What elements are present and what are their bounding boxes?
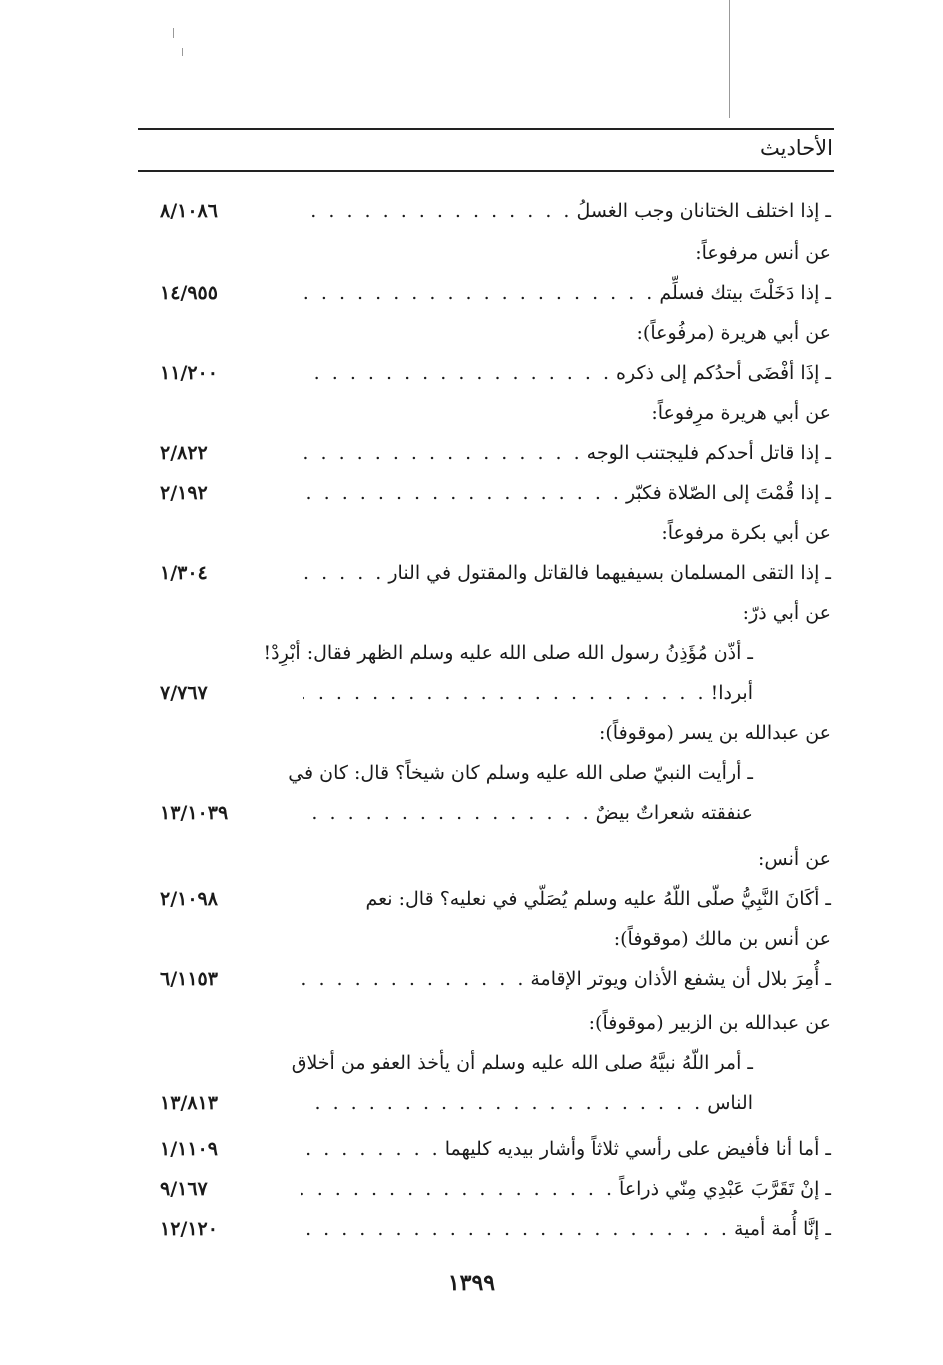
hadith-text: ـ إنَّا أُمة أمية bbox=[733, 1218, 831, 1240]
page-reference: ١/٣٠٤ bbox=[160, 562, 208, 584]
narrator-heading: عن عبدالله بن يسر (موقوفاً): bbox=[598, 722, 831, 744]
page-reference: ١/١١٠٩ bbox=[160, 1138, 218, 1160]
hadith-text: أبردا! bbox=[710, 682, 753, 704]
hadith-text: ـ إنْ تَقَرَّبَ عَبْدِي مِنّي ذراعاً bbox=[619, 1178, 831, 1200]
page-reference: ٧/٧٦٧ bbox=[160, 682, 208, 704]
hadith-text: ـ إذا دَخَلْتَ بيتك فسلِّم bbox=[659, 282, 831, 304]
hadith-entry bbox=[301, 362, 831, 384]
narrator-heading: عن أبي بكرة مرفوعاً: bbox=[661, 522, 831, 544]
narrator-heading: عن أبي هريرة مرِفوعاً: bbox=[651, 402, 831, 424]
margin-line bbox=[729, 0, 730, 118]
narrator-heading: عن أنس بن مالك (موقوفاً): bbox=[613, 928, 831, 950]
hadith-entry bbox=[301, 282, 831, 304]
leader-dots bbox=[303, 802, 592, 824]
page-reference: ١١/٢٠٠ bbox=[160, 362, 218, 384]
hadith-text: ـ أذّن مُؤَذِنُ رسول الله صلى الله عليه وسلم الظهر فقال: أبْرِدْ! bbox=[263, 642, 753, 664]
page-reference: ٢/٨٢٢ bbox=[160, 442, 208, 464]
hadith-entry bbox=[301, 482, 831, 504]
hadith-text: ـ أُمِرَ بلال أن يشفع الأذان ويوتر الإقامة bbox=[530, 968, 831, 990]
hadith-text: ـ أرأيت النبيّ صلى الله عليه وسلم كان شيخاً؟ قال: كان في bbox=[288, 762, 753, 784]
hadith-entry bbox=[301, 1138, 831, 1160]
page-number: ١٣٩٩ bbox=[447, 1270, 496, 1296]
hadith-entry bbox=[301, 1218, 831, 1240]
hadith-entry bbox=[301, 968, 831, 990]
page-reference: ١٣/٨١٣ bbox=[160, 1092, 218, 1114]
margin-mark bbox=[173, 28, 174, 38]
leader-dots bbox=[303, 682, 707, 704]
leader-dots bbox=[301, 968, 526, 990]
page-reference: ١٤/٩٥٥ bbox=[160, 282, 218, 304]
page-reference: ٩/١٦٧ bbox=[160, 1178, 208, 1200]
leader-dots bbox=[301, 282, 655, 304]
narrator-heading: عن أبي هريرة (مرفُوعاً): bbox=[636, 322, 831, 344]
page-reference: ٢/١٩٢ bbox=[160, 482, 208, 504]
running-header-title: الأحاديث bbox=[759, 136, 833, 160]
header-rule-bottom bbox=[138, 170, 834, 172]
hadith-text: ـ إذا اختلف الختانان وجب الغسلُ bbox=[576, 200, 831, 222]
hadith-entry bbox=[301, 888, 831, 910]
narrator-heading: عن عبدالله بن الزبير (موقوفاً): bbox=[588, 1012, 831, 1034]
leader-dots bbox=[301, 200, 572, 222]
hadith-entry bbox=[301, 1178, 831, 1200]
hadith-entry bbox=[301, 562, 831, 584]
hadith-text: ـ إذا قاتل أحدكم فليجتنب الوجه bbox=[586, 442, 831, 464]
hadith-text: ـ أكَانَ النَّبِيُّ صلّى اللّهُ عليه وسلم يُصَلّي في نعليه؟ قال: نعم bbox=[365, 888, 831, 910]
page-reference: ٨/١٠٨٦ bbox=[160, 200, 218, 222]
page-reference: ٢/١٠٩٨ bbox=[160, 888, 218, 910]
page-reference: ٦/١١٥٣ bbox=[160, 968, 218, 990]
header-rule-top bbox=[138, 128, 834, 130]
hadith-entry bbox=[303, 802, 753, 824]
hadith-text: ـ إذا التقى المسلمان بسيفيهما فالقاتل والمقتول في النار bbox=[388, 562, 831, 584]
leader-dots bbox=[301, 1138, 441, 1160]
hadith-entry bbox=[303, 682, 753, 704]
leader-dots bbox=[301, 1178, 615, 1200]
page-reference: ١٢/١٢٠ bbox=[160, 1218, 218, 1240]
hadith-text: عنفقته شعراتٌ بيضٌ bbox=[595, 802, 753, 824]
leader-dots bbox=[301, 562, 384, 584]
leader-dots bbox=[301, 482, 622, 504]
narrator-heading: عن أنس مرفوعاً: bbox=[695, 242, 831, 264]
hadith-text: ـ إذا قُمْتَ إلى الصّلاة فكبّر bbox=[625, 482, 831, 504]
hadith-entry bbox=[303, 1092, 753, 1114]
hadith-entry bbox=[301, 442, 831, 464]
narrator-heading: عن أنس: bbox=[757, 848, 831, 870]
leader-dots bbox=[301, 442, 583, 464]
hadith-text: ـ أما أنا فأفيض على رأسي ثلاثاً وأشار بيديه كليهما bbox=[444, 1138, 831, 1160]
hadith-text: ـ إذَا أفْضَى أحدُكم إلى ذكره bbox=[616, 362, 831, 384]
margin-mark bbox=[182, 48, 183, 56]
page-reference: ١٣/١٠٣٩ bbox=[160, 802, 229, 824]
leader-dots bbox=[303, 1092, 703, 1114]
leader-dots bbox=[301, 362, 612, 384]
hadith-entry bbox=[301, 200, 831, 222]
hadith-text: ـ أمر اللّهُ نبيَّهُ صلى الله عليه وسلم أن يأخذ العفو من أخلاق bbox=[291, 1052, 753, 1074]
hadith-text: الناس bbox=[707, 1092, 753, 1114]
leader-dots bbox=[301, 1218, 730, 1240]
narrator-heading: عن أبي ذرّ: bbox=[742, 602, 831, 624]
